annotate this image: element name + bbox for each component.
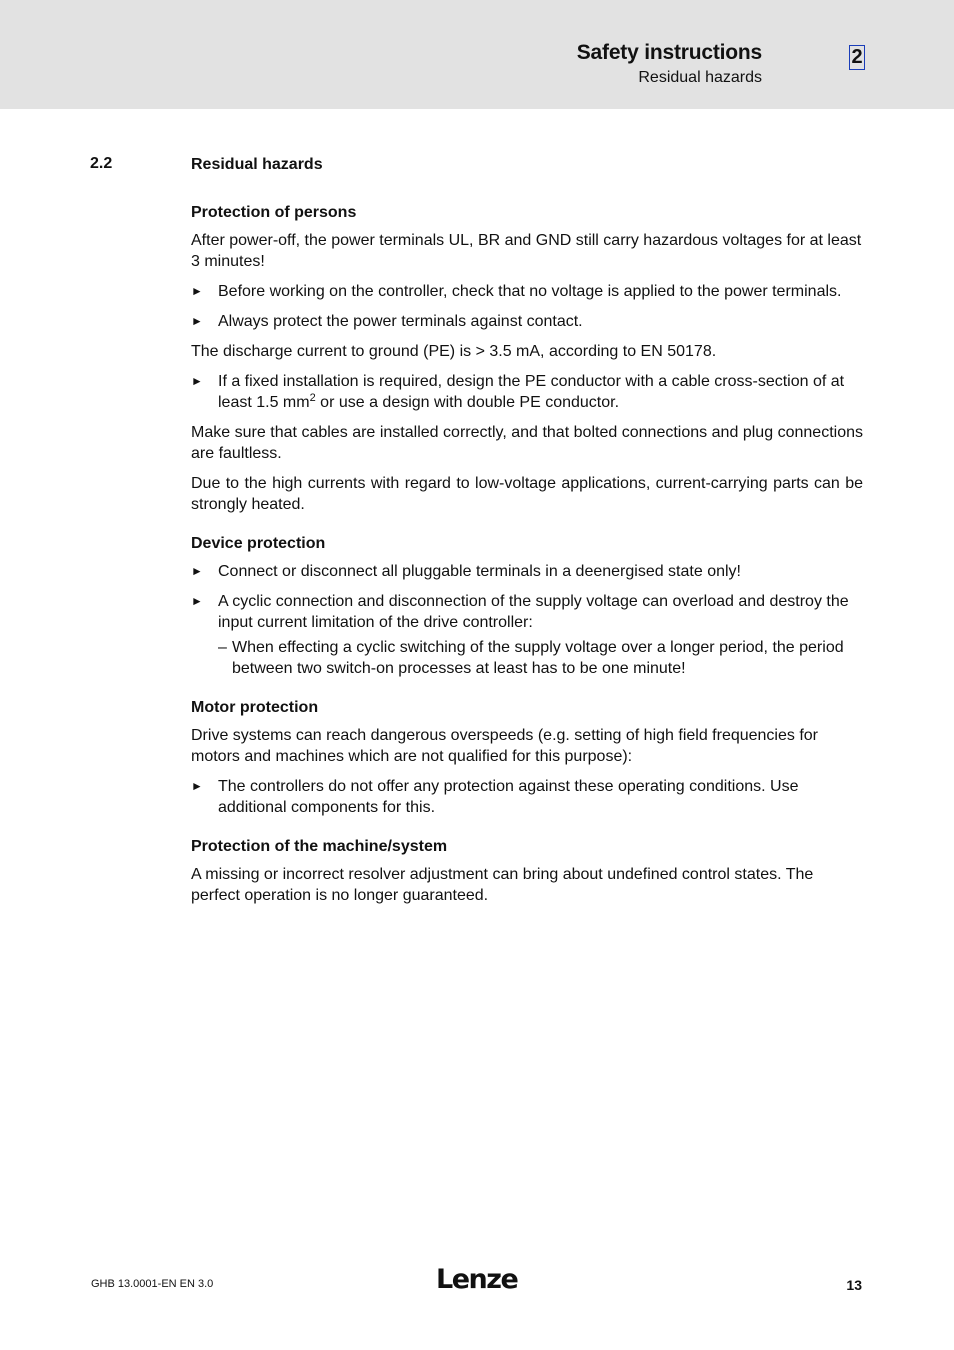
chapter-title: Safety instructions <box>576 41 762 64</box>
triangle-right-icon: ► <box>191 374 203 388</box>
list-item <box>191 591 863 633</box>
chapter-subtitle: Residual hazards <box>638 69 762 86</box>
paragraph: Due to the high currents with regard to low-voltage applications, current-carrying parts can be strongly heated. <box>191 475 863 513</box>
sub-list-item-text: When effecting a cyclic switching of the supply voltage over a longer period, the period between two switch-on processes at least has to be one minute! <box>232 639 844 677</box>
list-item <box>191 776 863 818</box>
triangle-right-icon: ► <box>191 564 203 578</box>
text-segment: or use a design with double PE conductor. <box>315 394 620 411</box>
heading-device-protection: Device protection <box>191 535 326 552</box>
triangle-right-icon: ► <box>191 779 203 793</box>
list-item <box>191 281 863 302</box>
triangle-right-icon: ► <box>191 594 203 608</box>
list-item-text: A cyclic connection and disconnection of the supply voltage can overload and destroy the input current limitation of the drive controller: <box>218 593 849 631</box>
paragraph: A missing or incorrect resolver adjustment can bring about undefined control states. The perfect operation is no longer guaranteed. <box>191 866 814 904</box>
list-item-text: Before working on the controller, check that no voltage is applied to the power terminals. <box>218 283 842 300</box>
heading-motor-protection: Motor protection <box>191 699 319 716</box>
superscript: 2 <box>309 392 316 404</box>
list-item <box>191 371 863 413</box>
list-item-text <box>218 373 844 411</box>
lenze-logo: Lenze <box>436 1264 518 1295</box>
list-item-text: Always protect the power terminals against contact. <box>218 313 583 330</box>
section-title: Residual hazards <box>191 156 323 173</box>
sub-list-item <box>218 637 863 679</box>
triangle-right-icon: ► <box>191 284 203 298</box>
header-band <box>0 0 954 109</box>
paragraph: After power-off, the power terminals UL, BR and GND still carry hazardous voltages for at least 3 minutes! <box>191 232 862 270</box>
paragraph: Make sure that cables are installed correctly, and that bolted connections and plug connections are faultless. <box>191 424 863 462</box>
page-content <box>191 155 863 915</box>
dash-marker: – <box>218 639 227 656</box>
text-segment: If a fixed installation is required, design the PE conductor with a cable cross-section of at least 1.5 mm <box>218 373 845 411</box>
list-item <box>191 561 863 582</box>
triangle-right-icon: ► <box>191 314 203 328</box>
heading-machine-protection: Protection of the machine/system <box>191 838 448 855</box>
heading-protection-of-persons: Protection of persons <box>191 204 357 221</box>
paragraph: Drive systems can reach dangerous overspeeds (e.g. setting of high field frequencies for motors and machines which are not qualified for this purpose): <box>191 727 818 765</box>
list-item-text: Connect or disconnect all pluggable terminals in a deenergised state only! <box>218 563 741 580</box>
page-number: 13 <box>846 1277 862 1293</box>
list-item <box>191 311 863 332</box>
paragraph: The discharge current to ground (PE) is > 3.5 mA, according to EN 50178. <box>191 343 717 360</box>
section-number: 2.2 <box>90 155 113 172</box>
chapter-number-badge[interactable]: 2 <box>849 45 865 70</box>
document-id: GHB 13.0001-EN EN 3.0 <box>91 1278 214 1290</box>
list-item-text: The controllers do not offer any protection against these operating conditions. Use additional components for this. <box>218 778 799 816</box>
